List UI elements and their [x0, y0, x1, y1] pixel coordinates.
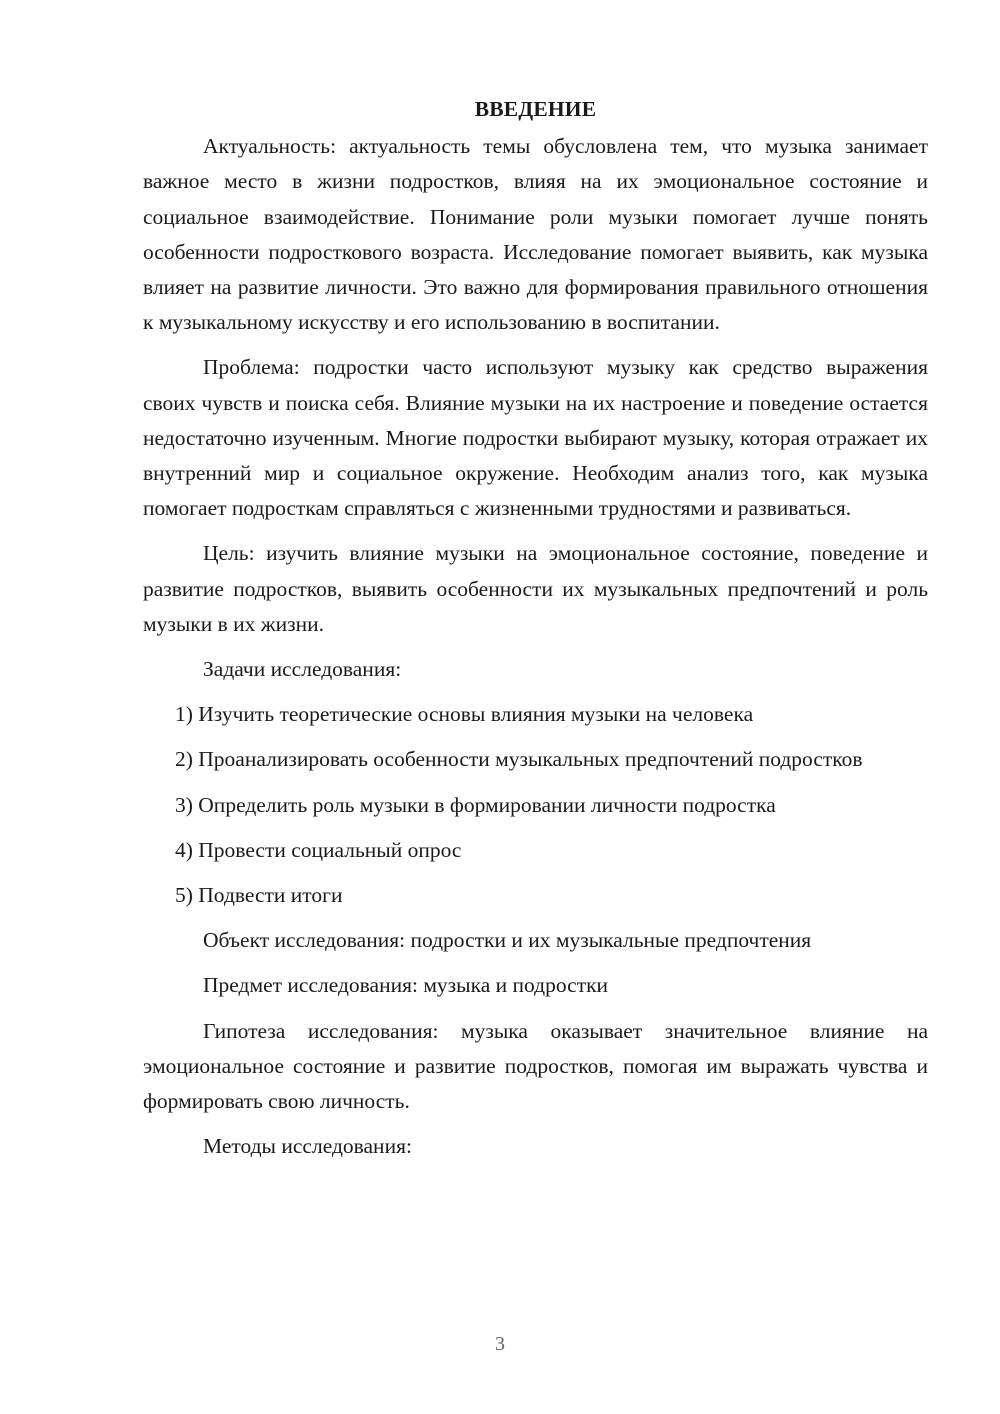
- tasks-heading: Задачи исследования:: [203, 657, 402, 682]
- task-item-2: 2) Проанализировать особенности музыкальных предпочтений подростков: [175, 747, 863, 772]
- document-page: [143, 92, 928, 1174]
- research-hypothesis: Гипотеза исследования: музыка оказывает значительное влияние на эмоциональное состояние и развитие подростков, помогая им выражать чувства и формировать свою личность.: [143, 1018, 928, 1114]
- document-title: ВВЕДЕНИЕ: [474, 97, 597, 121]
- task-item-4: 4) Провести социальный опрос: [175, 837, 462, 862]
- task-item-3: 3) Определить роль музыки в формировании личности подростка: [175, 792, 776, 817]
- paragraph-relevance: Актуальность: актуальность темы обусловлена тем, что музыка занимает важное место в жизни подростков, влияя на их эмоциональное состояние и социальное взаимодействие. Понимание роли музыки помогает лучше понять особенности подросткового возраста. Исследование помогает выявить, как музыка влияет на развитие личности. Это важно для формирования правильного отношения к музыкальному искусству и его использованию в воспитании.: [143, 134, 928, 335]
- page-number: 3: [495, 1333, 505, 1355]
- methods-heading: Методы исследования:: [203, 1134, 412, 1159]
- task-item-1: 1) Изучить теоретические основы влияния музыки на человека: [175, 702, 754, 727]
- task-item-5: 5) Подвести итоги: [175, 883, 343, 908]
- research-object: Объект исследования: подростки и их музыкальные предпочтения: [203, 928, 812, 953]
- research-subject: Предмет исследования: музыка и подростки: [203, 973, 609, 998]
- paragraph-problem: Проблема: подростки часто используют музыку как средство выражения своих чувств и поиска себя. Влияние музыки на их настроение и поведение остается недостаточно изученным. Многие подростки выбирают музыку, которая отражает их внутренний мир и социальное окружение. Необходим анализ того, как музыка помогает подросткам справляться с жизненными трудностями и развиваться.: [143, 355, 928, 521]
- paragraph-goal: Цель: изучить влияние музыки на эмоциональное состояние, поведение и развитие подростков, выявить особенности их музыкальных предпочтений и роль музыки в их жизни.: [143, 541, 928, 636]
